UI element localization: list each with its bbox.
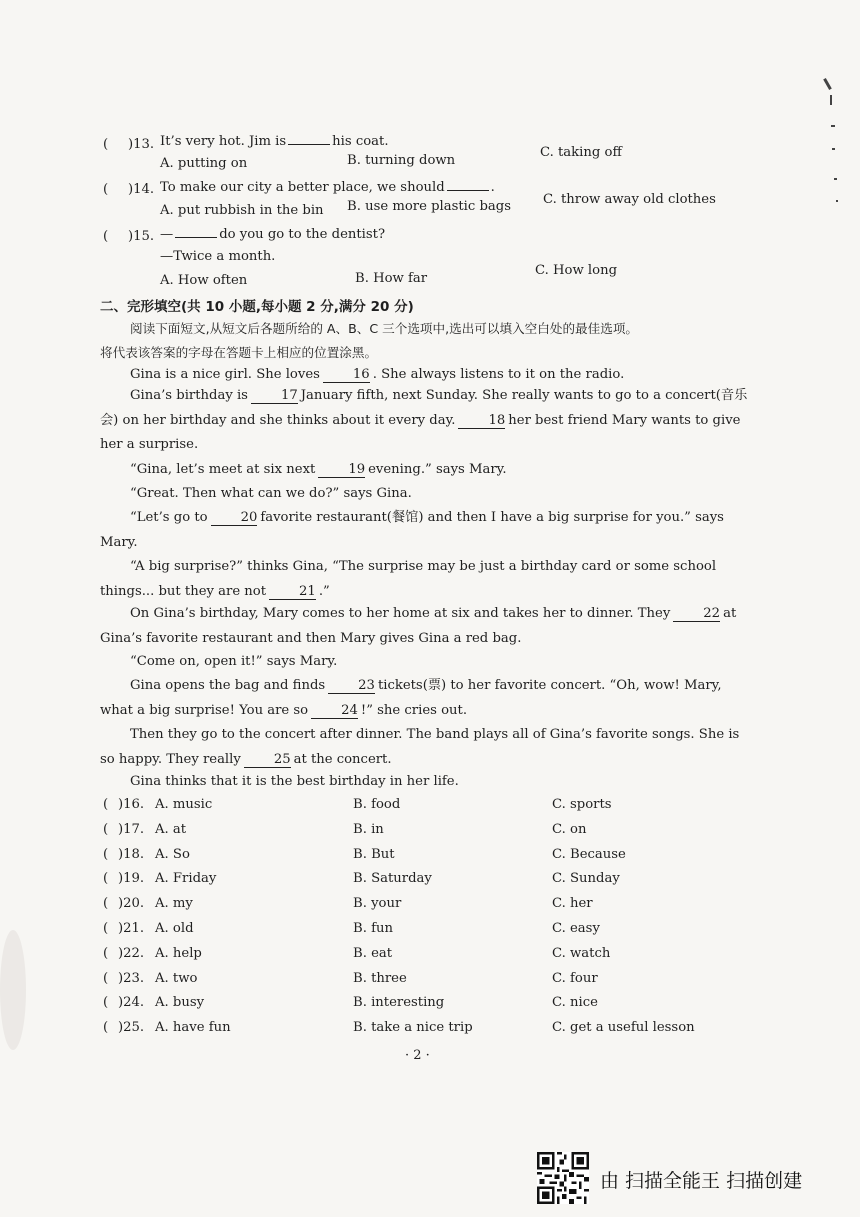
q14-stem: To make our city a better place, we should . — [160, 180, 495, 195]
q13-option-c[interactable]: C. taking off — [540, 145, 622, 160]
q14-blank — [447, 178, 489, 191]
option-c[interactable]: C. get a useful lesson — [552, 1020, 695, 1036]
passage-p7: On Gina’s birthday, Mary comes to her home at six and takes her to dinner. They 22 at Gina’s favorite restaurant and then Mary gives Gina a red bag. — [100, 606, 737, 646]
q15-answer-line: —Twice a month. — [160, 249, 276, 264]
option-b[interactable]: B. eat — [353, 945, 393, 961]
q14-option-c[interactable]: C. throw away old clothes — [543, 192, 716, 207]
passage-p6: “A big surprise?” thinks Gina, “The surprise may be just a birthday card or some school things... but they are not 21 .” — [100, 559, 717, 599]
option-row-paren: ( — [103, 821, 109, 837]
page-number: · 2 · — [405, 1048, 430, 1063]
option-row-paren: ( — [103, 921, 109, 936]
option-c[interactable]: C. on — [552, 821, 587, 837]
option-row-number: )16. — [118, 797, 145, 812]
option-a[interactable]: A. busy — [155, 995, 205, 1011]
option-b[interactable]: B. three — [353, 970, 407, 986]
option-a[interactable]: A. at — [155, 821, 187, 837]
option-row-paren: ( — [103, 896, 109, 912]
blank-18: 18 — [458, 413, 505, 429]
option-a[interactable]: A. have fun — [155, 1020, 231, 1036]
option-a[interactable]: A. my — [155, 896, 193, 912]
option-b[interactable]: B. Saturday — [353, 871, 432, 887]
option-row-paren: ( — [103, 871, 109, 887]
option-a[interactable]: A. old — [155, 921, 194, 936]
option-c[interactable]: C. nice — [552, 995, 598, 1011]
q15-blank — [175, 225, 217, 238]
q15-option-a[interactable]: A. How often — [160, 273, 248, 288]
option-c[interactable]: C. watch — [552, 945, 611, 961]
q14-option-b[interactable]: B. use more plastic bags — [347, 199, 511, 214]
option-a[interactable]: A. help — [155, 945, 202, 961]
passage-p4: “Great. Then what can we do?” says Gina. — [130, 486, 412, 501]
option-row-number: )22. — [118, 945, 145, 961]
scan-edge-mark — [830, 95, 832, 105]
q13-number: )13. — [128, 137, 155, 152]
q13-blank — [288, 132, 330, 145]
option-row-number: )25. — [118, 1020, 145, 1036]
option-row-paren: ( — [103, 797, 109, 812]
section-title: 二、完形填空(共 10 小题,每小题 2 分,满分 20 分) — [100, 299, 414, 315]
qr-code-icon — [537, 1152, 589, 1204]
option-row-paren: ( — [103, 970, 109, 986]
option-row-number: )24. — [118, 995, 145, 1011]
blank-20: 20 — [211, 510, 258, 526]
option-c[interactable]: C. four — [552, 970, 598, 986]
option-b[interactable]: B. food — [353, 797, 401, 812]
option-row-paren: ( — [103, 995, 109, 1011]
option-b[interactable]: B. in — [353, 821, 384, 837]
blank-23: 23 — [328, 678, 375, 694]
option-row-paren: ( — [103, 1020, 109, 1036]
option-b[interactable]: B. But — [353, 846, 395, 862]
option-row-paren: ( — [103, 846, 109, 862]
option-c[interactable]: C. easy — [552, 921, 600, 936]
option-row-number: )20. — [118, 896, 145, 912]
q15-stem: — do you go to the dentist? — [160, 227, 386, 242]
option-b[interactable]: B. your — [353, 896, 402, 912]
q15-option-b[interactable]: B. How far — [355, 271, 428, 286]
option-row-number: )17. — [118, 821, 145, 837]
q13-stem: It’s very hot. Jim is his coat. — [160, 134, 389, 149]
option-c[interactable]: C. Sunday — [552, 871, 620, 887]
passage-p1: Gina is a nice girl. She loves 16 . She always listens to it on the radio. — [130, 367, 625, 382]
passage-p9: Gina opens the bag and finds 23 tickets(票) to her favorite concert. “Oh, wow! Mary, what a big surprise! You are so 24 !” she cries out. — [100, 678, 722, 718]
q13-paren: ( — [103, 137, 109, 152]
q15-paren: ( — [103, 229, 109, 244]
section-instructions-2: 将代表该答案的字母在答题卡上相应的位置涂黑。 — [100, 345, 378, 360]
scan-edge-mark — [831, 125, 835, 127]
passage-p11: Gina thinks that it is the best birthday in her life. — [130, 774, 459, 789]
blank-16: 16 — [323, 367, 370, 383]
option-a[interactable]: A. Friday — [155, 871, 217, 887]
q14-paren: ( — [103, 182, 109, 197]
option-c[interactable]: C. sports — [552, 797, 612, 812]
scan-edge-mark — [832, 148, 835, 150]
option-row-number: )19. — [118, 871, 145, 887]
q13-option-a[interactable]: A. putting on — [160, 156, 248, 171]
option-c[interactable]: C. Because — [552, 846, 626, 862]
option-row-number: )23. — [118, 970, 145, 986]
option-a[interactable]: A. two — [155, 970, 198, 986]
blank-22: 22 — [673, 606, 720, 622]
blank-25: 25 — [244, 752, 291, 768]
passage-p3: “Gina, let’s meet at six next 19 evening.” says Mary. — [130, 462, 507, 477]
blank-21: 21 — [269, 584, 316, 600]
q15-option-c[interactable]: C. How long — [535, 263, 618, 278]
scan-edge-mark — [834, 178, 837, 180]
passage-p10: Then they go to the concert after dinner. The band plays all of Gina’s favorite songs. She is so happy. They really 25 at the concert. — [100, 727, 740, 767]
scan-smudge — [0, 930, 26, 1050]
option-c[interactable]: C. her — [552, 896, 593, 912]
passage-p8: “Come on, open it!” says Mary. — [130, 654, 338, 669]
option-b[interactable]: B. take a nice trip — [353, 1020, 473, 1036]
q14-option-a[interactable]: A. put rubbish in the bin — [160, 203, 324, 218]
section-instructions-1: 阅读下面短文,从短文后各题所给的 A、B、C 三个选项中,选出可以填入空白处的最佳选项。 — [130, 321, 639, 336]
option-row-paren: ( — [103, 945, 109, 961]
scan-edge-mark — [836, 200, 838, 202]
passage-p2: Gina’s birthday is 17 January fifth, next Sunday. She really wants to go to a concert(音乐会) on her birthday and she thinks about it every day. 18 her best friend Mary wants to give her a surprise. — [100, 388, 748, 452]
blank-19: 19 — [318, 462, 365, 478]
option-row-number: )18. — [118, 846, 145, 862]
q14-number: )14. — [128, 182, 155, 197]
q13-option-b[interactable]: B. turning down — [347, 153, 456, 168]
option-b[interactable]: B. interesting — [353, 995, 445, 1011]
scan-footer-text: 由 扫描全能王 扫描创建 — [600, 1170, 803, 1192]
blank-17: 17 — [251, 388, 298, 404]
q15-number: )15. — [128, 229, 155, 244]
option-a[interactable]: A. So — [155, 846, 190, 862]
passage-p5: “Let’s go to 20 favorite restaurant(餐馆) and then I have a big surprise for you.” says Mary. — [100, 510, 724, 550]
option-a[interactable]: A. music — [155, 797, 213, 812]
blank-24: 24 — [311, 703, 358, 719]
scan-edge-mark — [823, 78, 832, 90]
option-row-number: )21. — [118, 921, 145, 936]
option-b[interactable]: B. fun — [353, 921, 393, 936]
